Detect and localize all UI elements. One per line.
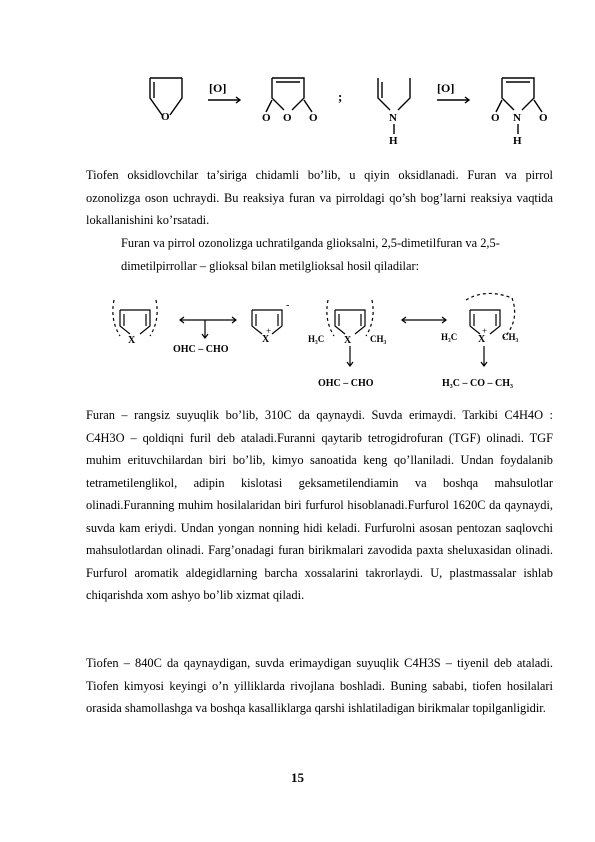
reagent-right: [O] <box>437 81 455 95</box>
product-glyoxal-left: OHC – CHO <box>173 344 229 355</box>
pyrroline-hydrogen: H <box>389 135 398 147</box>
ozonolysis-scheme <box>0 290 595 390</box>
product-methylglyoxal: H₃C – CO – CH₃ <box>442 378 513 389</box>
ring2-minus: - <box>286 300 290 311</box>
anhydride-o-ring: O <box>283 112 292 124</box>
ring4-heteroatom: X <box>478 334 486 345</box>
ring3-h3c: H₃C <box>308 334 325 344</box>
ring1-heteroatom: X <box>128 335 136 346</box>
paragraph-furan: Furan – rangsiz suyuqlik bo’lib, 310C da qaynaydi. Suvda erimaydi. Tarkibi C4H4O : C4H3O – qoldiqni furil deb ataladi.Furanni qaytarib tetrogidrofuran (TGF) olinadi. TGF muhim erituvchilardan biri bo’lib, kimyo sanoatida keng qo’llaniladi. Undan foydalanib tetrametilenglikol, adipin kislotasi geksametilendiamin va boshqa mahsulotlar olinadi.Furanning muhim hosilalaridan biri furfurol hisoblanadi.Furfurol 1620C da qaynaydi, suvda kam eriydi. Undan yongan nonning hidi keladi. Furfurolni asosan pentozan saqlovchi mahsulotlardan olinadi. Farg’onadagi furan birikmalari zavodida paxta sheluxasidan olinadi. Furfurol aromatik aldegidlarning barcha xossalarini takrorlaydi. U, plastmassalar ishlab chiqarishda xom ashyo bo’lib xizmat qiladi. <box>86 408 553 602</box>
page-number: 15 <box>291 770 304 785</box>
imide-o-right: O <box>539 112 548 124</box>
paragraph-ozonolysis: Furan va pirrol ozonolizga uchratilganda glioksalni, 2,5-dimetilfuran va 2,5-dimetilpirrollar – glioksal bilan metilglioksal hosil qiladilar: <box>121 236 500 273</box>
ring4-ch3: CH₃ <box>502 332 519 342</box>
pyrroline-nitrogen: N <box>389 112 397 124</box>
ring2-charge: + <box>266 326 272 336</box>
ring3-ch3: CH₃ <box>370 334 387 344</box>
ozonolysis-scheme-drawing <box>0 290 595 390</box>
paragraph-oxidation: Tiofen oksidlovchilar ta’siriga chidamli bo’lib, u qiyin oksidlanadi. Furan va pirrol ozonolizga oson uchraydi. Bu reaksiya furan va pirroldagi qo’sh bog’larni reaksiya vaqtida lokallanishini ko’rsatadi. <box>86 168 553 227</box>
oxidation-scheme-drawing <box>0 70 595 150</box>
imide-nitrogen: N <box>513 112 521 124</box>
furan-oxygen: O <box>161 111 170 123</box>
anhydride-o-right: O <box>309 112 318 124</box>
ring4-charge: + <box>482 326 488 336</box>
ring4-h3c: H₃C <box>441 332 458 342</box>
ring2-heteroatom: X <box>262 334 270 345</box>
anhydride-o-left: O <box>262 112 271 124</box>
ring3-heteroatom: X <box>344 335 352 346</box>
oxidation-scheme <box>0 70 595 150</box>
product-glyoxal-mid: OHC – CHO <box>318 378 374 389</box>
scheme-separator: ; <box>338 89 343 104</box>
imide-hydrogen: H <box>513 135 522 147</box>
reagent-left: [O] <box>209 81 227 95</box>
imide-o-left: O <box>491 112 500 124</box>
paragraph-thiophene: Tiofen – 840C da qaynaydigan, suvda erimaydigan suyuqlik C4H3S – tiyenil deb ataladi. Tiofen kimyosi keyingi o’n yilliklarda rivojlana boshladi. Buning sababi, tiofen hosilalari orasida shamollashga va boshqa kasalliklarga qarshi ishlatiladigan birikmalar topilganligidir. <box>86 656 553 715</box>
